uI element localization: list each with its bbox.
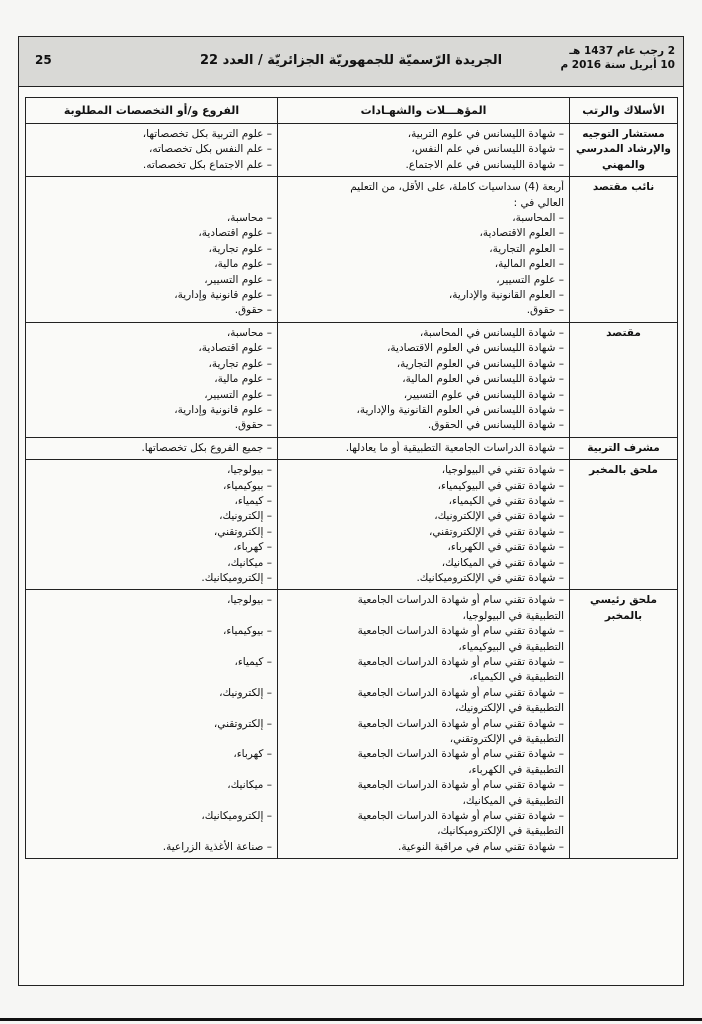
specialty-line bbox=[31, 794, 272, 809]
qualification-line: – شهادة تقني في الكيمياء، bbox=[448, 494, 564, 507]
specialty-line bbox=[31, 763, 272, 778]
qualification-line: – شهادة تقني في الإلكترونيك، bbox=[434, 510, 564, 523]
specialty-line: – صناعة الأغذية الزراعية. bbox=[162, 840, 272, 853]
qualification-line: – شهادة تقني سام أو شهادة الدراسات الجامعية bbox=[357, 625, 564, 638]
specialty-line bbox=[31, 609, 272, 624]
qualifications-table bbox=[25, 97, 678, 859]
table-row bbox=[26, 460, 678, 590]
rank-cell: مشرف التربية bbox=[570, 437, 678, 459]
qualification-line: التطبيقية في الميكانيك، bbox=[462, 794, 564, 807]
qualifications-cell bbox=[278, 437, 570, 459]
qualification-line: – شهادة الليسانس في الحقوق. bbox=[427, 419, 564, 432]
page-number: 25 bbox=[35, 53, 52, 67]
table-row bbox=[26, 590, 678, 859]
qualification-line: – شهادة تقني في البيولوجيا، bbox=[441, 464, 564, 477]
qualifications-cell bbox=[278, 590, 570, 859]
qualification-line: – علوم التسيير، bbox=[496, 273, 564, 286]
qualification-line: – شهادة الليسانس في علوم التربية، bbox=[407, 128, 564, 140]
specialty-line bbox=[31, 701, 272, 716]
qualification-line: – شهادة تقني سام أو شهادة الدراسات الجامعية bbox=[357, 686, 564, 699]
specialty-line bbox=[31, 180, 272, 195]
qualification-line: التطبيقية في البيوكيمياء، bbox=[458, 640, 564, 653]
qualification-line: – حقوق. bbox=[526, 304, 564, 317]
qualifications-cell bbox=[278, 322, 570, 437]
table-row bbox=[26, 322, 678, 437]
qualification-line: – شهادة الليسانس في علوم التسيير، bbox=[403, 388, 564, 401]
qualification-line: التطبيقية في الكهرباء، bbox=[468, 763, 564, 776]
specialty-line: – علم النفس بكل تخصصاته، bbox=[148, 143, 272, 156]
specialty-line: – علوم مالية، bbox=[214, 373, 272, 386]
specialty-line: – إلكتروتقني، bbox=[213, 525, 272, 538]
qualification-line: – شهادة تقني في الميكانيك، bbox=[441, 556, 564, 569]
table-row bbox=[26, 437, 678, 459]
qualifications-cell bbox=[278, 124, 570, 177]
qualification-line: – شهادة تقني سام في مراقبة النوعية. bbox=[398, 840, 564, 853]
qualification-line: التطبيقية في الكيمياء، bbox=[469, 671, 564, 684]
specialty-line: – علوم تجارية، bbox=[208, 357, 272, 370]
specialty-line: – كهرباء، bbox=[233, 748, 272, 761]
qualification-line: – العلوم التجارية، bbox=[489, 242, 564, 255]
qualification-line: – المحاسبة، bbox=[512, 212, 564, 225]
specialties-cell bbox=[26, 437, 278, 459]
qualification-line: – شهادة تقني في الإلكتروميكانيك. bbox=[416, 571, 564, 584]
specialty-line: – علوم اقتصادية، bbox=[198, 342, 272, 355]
qualification-line: – شهادة تقني سام أو شهادة الدراسات الجامعية bbox=[357, 594, 564, 607]
rank-cell: ملحق بالمخبر bbox=[570, 460, 678, 590]
page-header bbox=[19, 37, 683, 87]
table-row bbox=[26, 124, 678, 177]
qualification-line: – شهادة الليسانس في العلوم التجارية، bbox=[396, 357, 564, 370]
qualifications-cell bbox=[278, 177, 570, 323]
qualification-line: – شهادة الليسانس في المحاسبة، bbox=[419, 326, 564, 339]
specialty-line: – محاسبة، bbox=[226, 326, 272, 339]
date-hijri: 2 رجب عام 1437 هـ bbox=[569, 45, 675, 57]
specialty-line: – بيولوجيا، bbox=[227, 464, 272, 477]
qualification-line: – شهادة تقني في الإلكتروتقني، bbox=[428, 525, 564, 538]
qualification-line: – شهادة تقني في الكهرباء، bbox=[447, 541, 564, 554]
specialties-cell bbox=[26, 590, 278, 859]
qualification-line: أربعة (4) سداسيات كاملة، على الأقل، من التعليم bbox=[350, 181, 564, 194]
qualification-line: – شهادة تقني سام أو شهادة الدراسات الجامعية bbox=[357, 656, 564, 668]
column-header-rank: الأسلاك والرتب bbox=[570, 98, 678, 124]
specialty-line bbox=[31, 640, 272, 655]
rank-cell: مستشار التوجيه والإرشاد المدرسي والمهني bbox=[570, 124, 678, 177]
qualifications-cell bbox=[278, 460, 570, 590]
qualification-line: – العلوم الاقتصادية، bbox=[479, 227, 564, 240]
specialty-line: – بيوكيمياء، bbox=[222, 625, 272, 638]
column-header-qualifications: المؤهـــلات والشهـادات bbox=[278, 98, 570, 124]
specialties-cell bbox=[26, 322, 278, 437]
specialties-cell bbox=[26, 460, 278, 590]
qualification-line: – شهادة الليسانس في علم النفس، bbox=[411, 143, 564, 156]
table-header-row bbox=[26, 98, 678, 124]
qualification-line: – شهادة تقني سام أو شهادة الدراسات الجامعية bbox=[357, 779, 564, 792]
specialty-line: – علوم التسيير، bbox=[204, 273, 272, 286]
specialty-line: – علوم قانونية وإدارية، bbox=[174, 403, 272, 416]
qualification-line: – شهادة الليسانس في العلوم القانونية والإدارية، bbox=[356, 403, 564, 416]
specialty-line: – علوم تجارية، bbox=[208, 242, 272, 255]
specialty-line: – علوم اقتصادية، bbox=[198, 227, 272, 240]
column-header-specialties: الفروع و/أو التخصصات المطلوبة bbox=[26, 98, 278, 124]
qualification-line: – شهادة الليسانس في العلوم الاقتصادية، bbox=[387, 342, 564, 355]
qualification-line: – شهادة تقني في البيوكيمياء، bbox=[437, 479, 564, 492]
qualification-line: – شهادة تقني سام أو شهادة الدراسات الجامعية bbox=[357, 717, 564, 730]
table-row bbox=[26, 177, 678, 323]
specialty-line: – إلكتروميكانيك، bbox=[201, 810, 272, 823]
specialty-line: – ميكانيك، bbox=[227, 779, 272, 792]
qualification-line: التطبيقية في الإلكتروميكانيك، bbox=[437, 825, 564, 838]
qualification-line: – شهادة الليسانس في العلوم المالية، bbox=[402, 373, 564, 386]
gazette-title: الجريدة الرّسميّة للجمهوريّة الجزائريّة / العدد 22 bbox=[199, 53, 503, 68]
specialty-line: – علم الاجتماع بكل تخصصاته. bbox=[142, 158, 272, 171]
date-gregorian: 10 أبريل سنة 2016 م bbox=[560, 59, 675, 71]
qualification-line: – العلوم المالية، bbox=[494, 258, 564, 271]
specialty-line: – محاسبة، bbox=[226, 212, 272, 225]
specialty-line: – حقوق. bbox=[234, 419, 272, 432]
qualification-line: – شهادة تقني سام أو شهادة الدراسات الجامعية bbox=[357, 810, 564, 823]
specialty-line: – ميكانيك، bbox=[227, 556, 272, 569]
specialty-line bbox=[31, 670, 272, 685]
specialty-line: – جميع الفروع بكل تخصصاتها. bbox=[141, 441, 272, 454]
page-bottom-rule bbox=[0, 1018, 702, 1021]
specialty-line: – إلكتروميكانيك. bbox=[201, 571, 272, 584]
specialty-line: – علوم قانونية وإدارية، bbox=[174, 289, 272, 302]
specialty-line: – بيولوجيا، bbox=[227, 594, 272, 607]
qualification-line: العالي في : bbox=[513, 196, 564, 209]
specialty-line: – كيمياء، bbox=[234, 494, 272, 507]
qualification-line: – العلوم القانونية والإدارية، bbox=[448, 289, 564, 302]
specialty-line bbox=[31, 824, 272, 839]
qualification-line: – شهادة الدراسات الجامعية التطبيقية أو ما يعادلها. bbox=[345, 441, 564, 454]
gazette-page bbox=[18, 36, 684, 986]
specialty-line: – إلكترونيك، bbox=[219, 686, 272, 699]
specialty-line: – إلكتروتقني، bbox=[213, 717, 272, 730]
specialty-line: – علوم التربية بكل تخصصاتها، bbox=[142, 128, 272, 140]
qualification-line: التطبيقية في الإلكتروتقني، bbox=[449, 733, 564, 746]
specialty-line bbox=[31, 732, 272, 747]
specialty-line: – علوم مالية، bbox=[214, 258, 272, 271]
rank-cell: نائب مقتصد bbox=[570, 177, 678, 323]
qualification-line: التطبيقية في البيولوجيا، bbox=[462, 609, 564, 622]
specialties-cell bbox=[26, 177, 278, 323]
specialty-line: – كيمياء، bbox=[234, 656, 272, 668]
qualification-line: – شهادة الليسانس في علم الاجتماع. bbox=[405, 158, 564, 171]
rank-cell: ملحق رئيسي بالمخبر bbox=[570, 590, 678, 859]
specialty-line: – كهرباء، bbox=[233, 541, 272, 554]
specialty-line: – حقوق. bbox=[234, 304, 272, 317]
specialty-line: – إلكترونيك، bbox=[219, 510, 272, 523]
qualification-line: التطبيقية في الإلكترونيك، bbox=[454, 702, 564, 715]
specialty-line: – بيوكيمياء، bbox=[222, 479, 272, 492]
specialty-line bbox=[31, 196, 272, 211]
specialty-line: – علوم التسيير، bbox=[204, 388, 272, 401]
rank-cell: مقتصد bbox=[570, 322, 678, 437]
specialties-cell bbox=[26, 124, 278, 177]
qualification-line: – شهادة تقني سام أو شهادة الدراسات الجامعية bbox=[357, 748, 564, 761]
